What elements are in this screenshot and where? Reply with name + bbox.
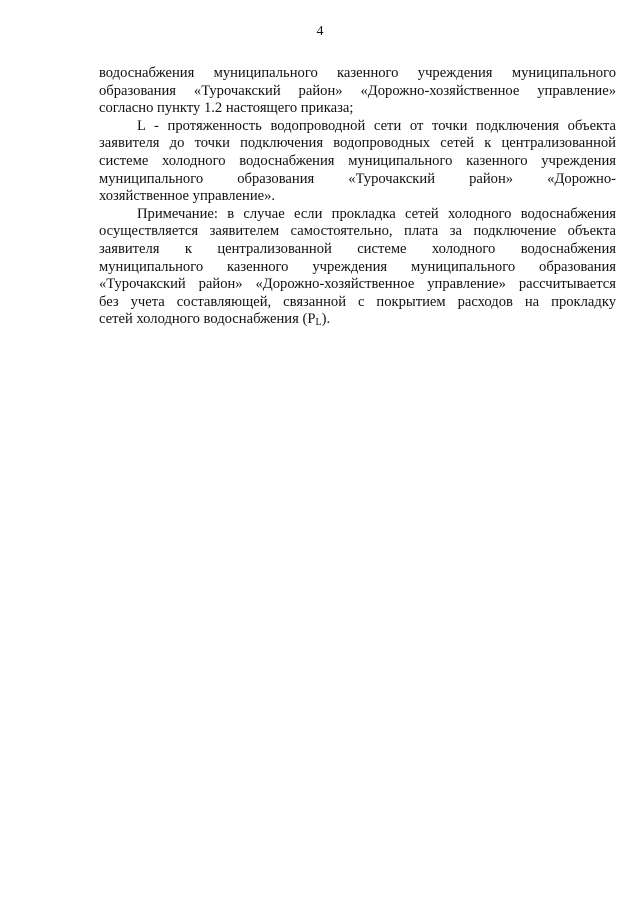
note-line-7-text: сетей холодного водоснабжения (P <box>99 311 316 328</box>
paragraph-1-line-1: водоснабжения муниципального казенного учреждения муниципального <box>99 65 616 81</box>
subscript-l: L <box>315 317 322 329</box>
document-body <box>99 65 616 329</box>
page-number: 4 <box>316 24 324 39</box>
paragraph-2-line-4: муниципального образования «Турочакский район» «Дорожно- <box>99 170 616 187</box>
paragraph-2-line-1: L - протяженность водопроводной сети от точки подключения объекта <box>137 117 616 134</box>
note-line-3: заявителя к централизованной системе холодного водоснабжения <box>99 240 616 257</box>
note-line-2: осуществляется заявителем самостоятельно, плата за подключение объекта <box>99 223 616 240</box>
paragraph-2-line-5: хозяйственное управление». <box>99 188 276 205</box>
note-line-4: муниципального казенного учреждения муниципального образования <box>99 258 616 275</box>
note-line-7-suffix: ). <box>321 311 331 328</box>
note-line-7 <box>99 311 616 329</box>
note-line-5: «Турочакский район» «Дорожно-хозяйственное управление» рассчитывается <box>99 276 616 293</box>
note-line-6: без учета составляющей, связанной с покрытием расходов на прокладку <box>99 293 616 310</box>
note-line-1: Примечание: в случае если прокладка сетей холодного водоснабжения <box>137 205 616 222</box>
paragraph-1-line-2: образования «Турочакский район» «Дорожно-хозяйственное управление» <box>99 82 616 99</box>
paragraph-1-line-3: согласно пункту 1.2 настоящего приказа; <box>99 100 354 117</box>
paragraph-2-line-3: системе холодного водоснабжения муниципального казенного учреждения <box>99 152 616 169</box>
paragraph-2-line-2: заявителя до точки подключения водопроводных сетей к централизованной <box>99 135 616 152</box>
